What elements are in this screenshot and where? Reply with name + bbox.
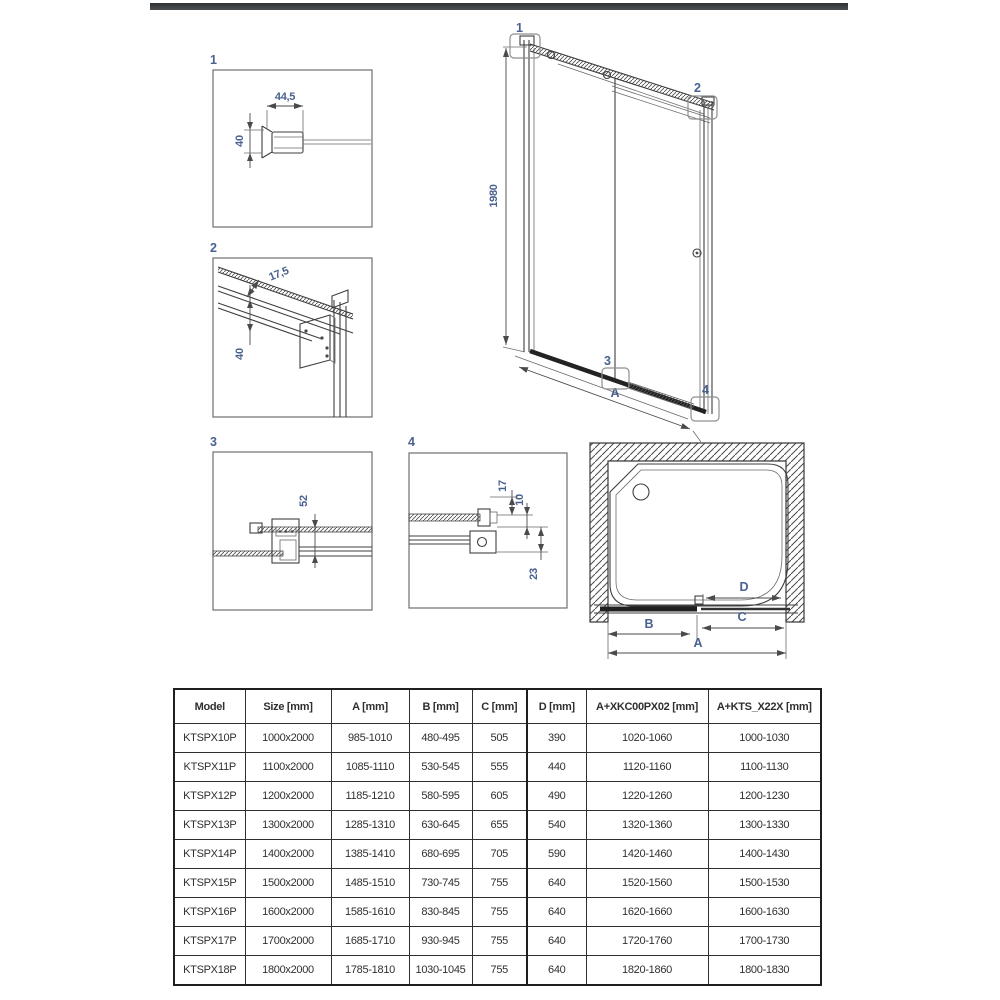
cell-a: 1085-1110: [331, 753, 409, 782]
cell-d: 640: [527, 898, 586, 927]
cell-size: 1700x2000: [245, 927, 331, 956]
cell-a: 1185-1210: [331, 782, 409, 811]
cell-kts: 1400-1430: [708, 840, 821, 869]
cell-kts: 1800-1830: [708, 956, 821, 986]
cell-b: 680-695: [409, 840, 472, 869]
table-row: [174, 898, 821, 927]
cell-model: KTSPX13P: [174, 811, 245, 840]
cell-size: 1100x2000: [245, 753, 331, 782]
plan-drain: [633, 484, 649, 500]
cell-model: KTSPX14P: [174, 840, 245, 869]
detail-4-label: 4: [408, 435, 415, 449]
cell-xkc: 1020-1060: [586, 724, 708, 753]
cell-a: 1285-1310: [331, 811, 409, 840]
col-header-kts: A+KTS_X22X [mm]: [708, 689, 821, 724]
elevation-callout-4: 4: [702, 383, 709, 397]
cell-d: 390: [527, 724, 586, 753]
col-header-size: Size [mm]: [245, 689, 331, 724]
cell-size: 1600x2000: [245, 898, 331, 927]
cell-model: KTSPX12P: [174, 782, 245, 811]
detail-4-dim-bottom: 23: [528, 568, 540, 580]
cell-xkc: 1120-1160: [586, 753, 708, 782]
cell-d: 640: [527, 927, 586, 956]
detail-3-label: 3: [210, 435, 217, 449]
table-row: [174, 869, 821, 898]
cell-d: 640: [527, 869, 586, 898]
cell-xkc: 1620-1660: [586, 898, 708, 927]
spec-table: [173, 688, 822, 986]
cell-a: 1485-1510: [331, 869, 409, 898]
cell-b: 580-595: [409, 782, 472, 811]
cell-size: 1800x2000: [245, 956, 331, 986]
cell-model: KTSPX15P: [174, 869, 245, 898]
cell-b: 530-545: [409, 753, 472, 782]
cell-b: 630-645: [409, 811, 472, 840]
cell-size: 1400x2000: [245, 840, 331, 869]
table-row: [174, 782, 821, 811]
col-header-model: Model: [174, 689, 245, 724]
cell-c: 755: [472, 898, 527, 927]
plan-dim-c: C: [737, 610, 747, 624]
col-header-xkc: A+XKC00PX02 [mm]: [586, 689, 708, 724]
col-header-d: D [mm]: [527, 689, 586, 724]
cell-size: 1300x2000: [245, 811, 331, 840]
detail-3-dim-height: 52: [298, 495, 310, 507]
cell-b: 830-845: [409, 898, 472, 927]
cell-b: 1030-1045: [409, 956, 472, 986]
cell-kts: 1700-1730: [708, 927, 821, 956]
cell-d: 490: [527, 782, 586, 811]
elevation-callout-1: 1: [516, 21, 523, 35]
cell-c: 755: [472, 927, 527, 956]
elevation-callout-3: 3: [604, 354, 611, 368]
cell-xkc: 1220-1260: [586, 782, 708, 811]
detail-4-dim-top: 17: [497, 480, 509, 492]
detail-2-label: 2: [210, 241, 217, 255]
table-row: [174, 927, 821, 956]
cell-model: KTSPX16P: [174, 898, 245, 927]
cell-model: KTSPX17P: [174, 927, 245, 956]
spec-header-row: [174, 689, 821, 724]
table-row: [174, 840, 821, 869]
elevation-dim-width: A: [610, 386, 620, 400]
cell-d: 440: [527, 753, 586, 782]
cell-xkc: 1520-1560: [586, 869, 708, 898]
table-row: [174, 956, 821, 986]
cell-a: 985-1010: [331, 724, 409, 753]
cell-kts: 1200-1230: [708, 782, 821, 811]
cell-c: 755: [472, 869, 527, 898]
cell-xkc: 1820-1860: [586, 956, 708, 986]
cell-d: 590: [527, 840, 586, 869]
cell-model: KTSPX18P: [174, 956, 245, 986]
cell-c: 555: [472, 753, 527, 782]
cell-b: 930-945: [409, 927, 472, 956]
table-row: [174, 811, 821, 840]
cell-a: 1685-1710: [331, 927, 409, 956]
cell-xkc: 1420-1460: [586, 840, 708, 869]
plan-view-drawing: [590, 443, 804, 659]
cell-b: 480-495: [409, 724, 472, 753]
cell-kts: 1600-1630: [708, 898, 821, 927]
col-header-b: B [mm]: [409, 689, 472, 724]
cell-model: KTSPX10P: [174, 724, 245, 753]
cell-size: 1500x2000: [245, 869, 331, 898]
cell-c: 605: [472, 782, 527, 811]
col-header-c: C [mm]: [472, 689, 527, 724]
cell-c: 705: [472, 840, 527, 869]
plan-dim-b: B: [644, 617, 654, 631]
cell-model: KTSPX11P: [174, 753, 245, 782]
plan-dim-d: D: [739, 580, 749, 594]
elevation-dim-height: 1980: [488, 184, 500, 208]
detail-1-drawing: [210, 53, 372, 227]
plan-dim-a: A: [693, 636, 703, 650]
detail-1-label: 1: [210, 53, 217, 67]
cell-a: 1785-1810: [331, 956, 409, 986]
table-row: [174, 753, 821, 782]
cell-a: 1385-1410: [331, 840, 409, 869]
cell-kts: 1500-1530: [708, 869, 821, 898]
detail-1-dim-height: 40: [234, 135, 246, 147]
cell-c: 755: [472, 956, 527, 986]
cell-c: 655: [472, 811, 527, 840]
cell-a: 1585-1610: [331, 898, 409, 927]
detail-3-drawing: [210, 435, 372, 610]
cell-d: 640: [527, 956, 586, 986]
col-header-a: A [mm]: [331, 689, 409, 724]
detail-2-dim-height: 40: [234, 348, 246, 360]
cell-d: 540: [527, 811, 586, 840]
cell-xkc: 1720-1760: [586, 927, 708, 956]
detail-4-dim-mid: 10: [514, 494, 526, 506]
cell-size: 1000x2000: [245, 724, 331, 753]
elevation-callout-2: 2: [694, 81, 701, 95]
elevation-drawing: [488, 21, 719, 442]
detail-2-drawing: [210, 241, 372, 417]
cell-size: 1200x2000: [245, 782, 331, 811]
detail-4-drawing: [408, 435, 567, 608]
cell-c: 505: [472, 724, 527, 753]
table-row: [174, 724, 821, 753]
cell-xkc: 1320-1360: [586, 811, 708, 840]
detail-2-dim-angle: 17,5: [267, 264, 291, 284]
cell-b: 730-745: [409, 869, 472, 898]
cell-kts: 1100-1130: [708, 753, 821, 782]
cell-kts: 1000-1030: [708, 724, 821, 753]
detail-1-dim-width: 44,5: [274, 91, 296, 103]
detail-2-frame: [213, 258, 372, 417]
cell-kts: 1300-1330: [708, 811, 821, 840]
